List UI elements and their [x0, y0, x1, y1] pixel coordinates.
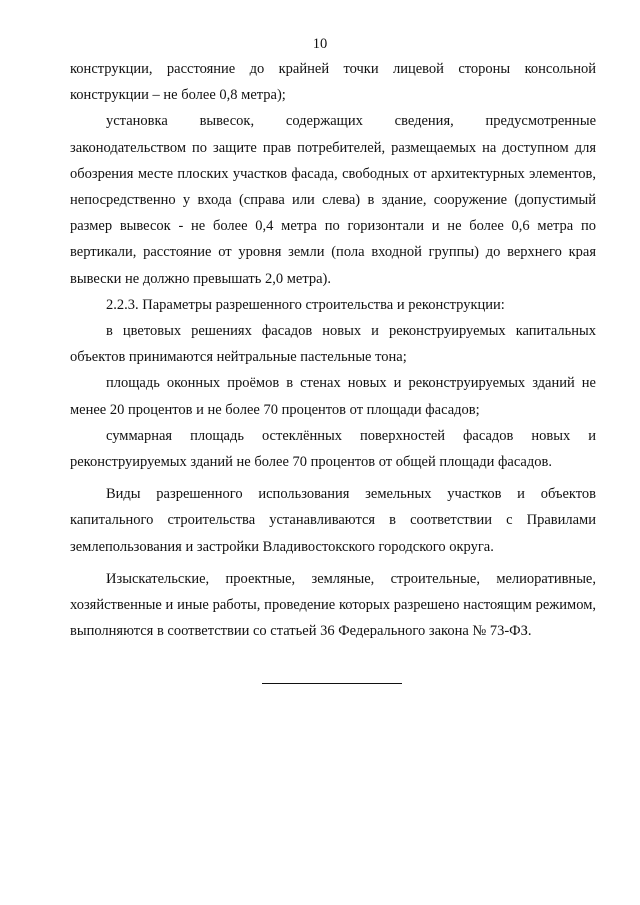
- separator-line: [262, 683, 402, 684]
- paragraph-console-construction: конструкции, расстояние до крайней точки лицевой стороны консольной конструкции – не более 0,8 метра);: [70, 61, 596, 104]
- page-number: 10: [312, 36, 328, 52]
- paragraph-glazing-area: суммарная площадь остеклённых поверхностей фасадов новых и реконструируемых зданий не более 70 процентов от общей площади фасадов.: [70, 427, 596, 471]
- paragraph-works: Изыскательские, проектные, земляные, строительные, мелиоративные, хозяйственные и иные работы, проведение которых разрешено настоящим режимом, выполняются в соответствии со статьей 36 Федерального закона № 73-ФЗ.: [70, 570, 596, 640]
- paragraph-permitted-use: Виды разрешенного использования земельных участков и объектов капитального строительства устанавливаются в соответствии с Правилами землепользования и застройки Владивостокского городского округа.: [70, 486, 596, 555]
- paragraph-window-area: площадь оконных проёмов в стенах новых и реконструируемых зданий не менее 20 процентов и не более 70 процентов от площади фасадов;: [70, 375, 596, 418]
- section-heading-2-2-3: 2.2.3. Параметры разрешенного строительства и реконструкции:: [106, 296, 505, 313]
- document-body: [70, 56, 596, 644]
- paragraph-signage: установка вывесок, содержащих сведения, предусмотренные законодательством по защите прав потребителей, размещаемых на доступном для обозрения месте плоских участков фасада, свободных от архитектурных элементов, непосредственно у входа (справа или слева) в здание, сооружение (допустимый размер вывесок - не более 0,4 метра по горизонтали и не более 0,6 метра по вертикали, расстояние от уровня земли (пола входной группы) до верхнего края вывески не должно превышать 2,0 метра).: [70, 113, 596, 287]
- paragraph-color-solutions: в цветовых решениях фасадов новых и реконструируемых капитальных объектов принимаются нейтральные пастельные тона;: [70, 323, 596, 366]
